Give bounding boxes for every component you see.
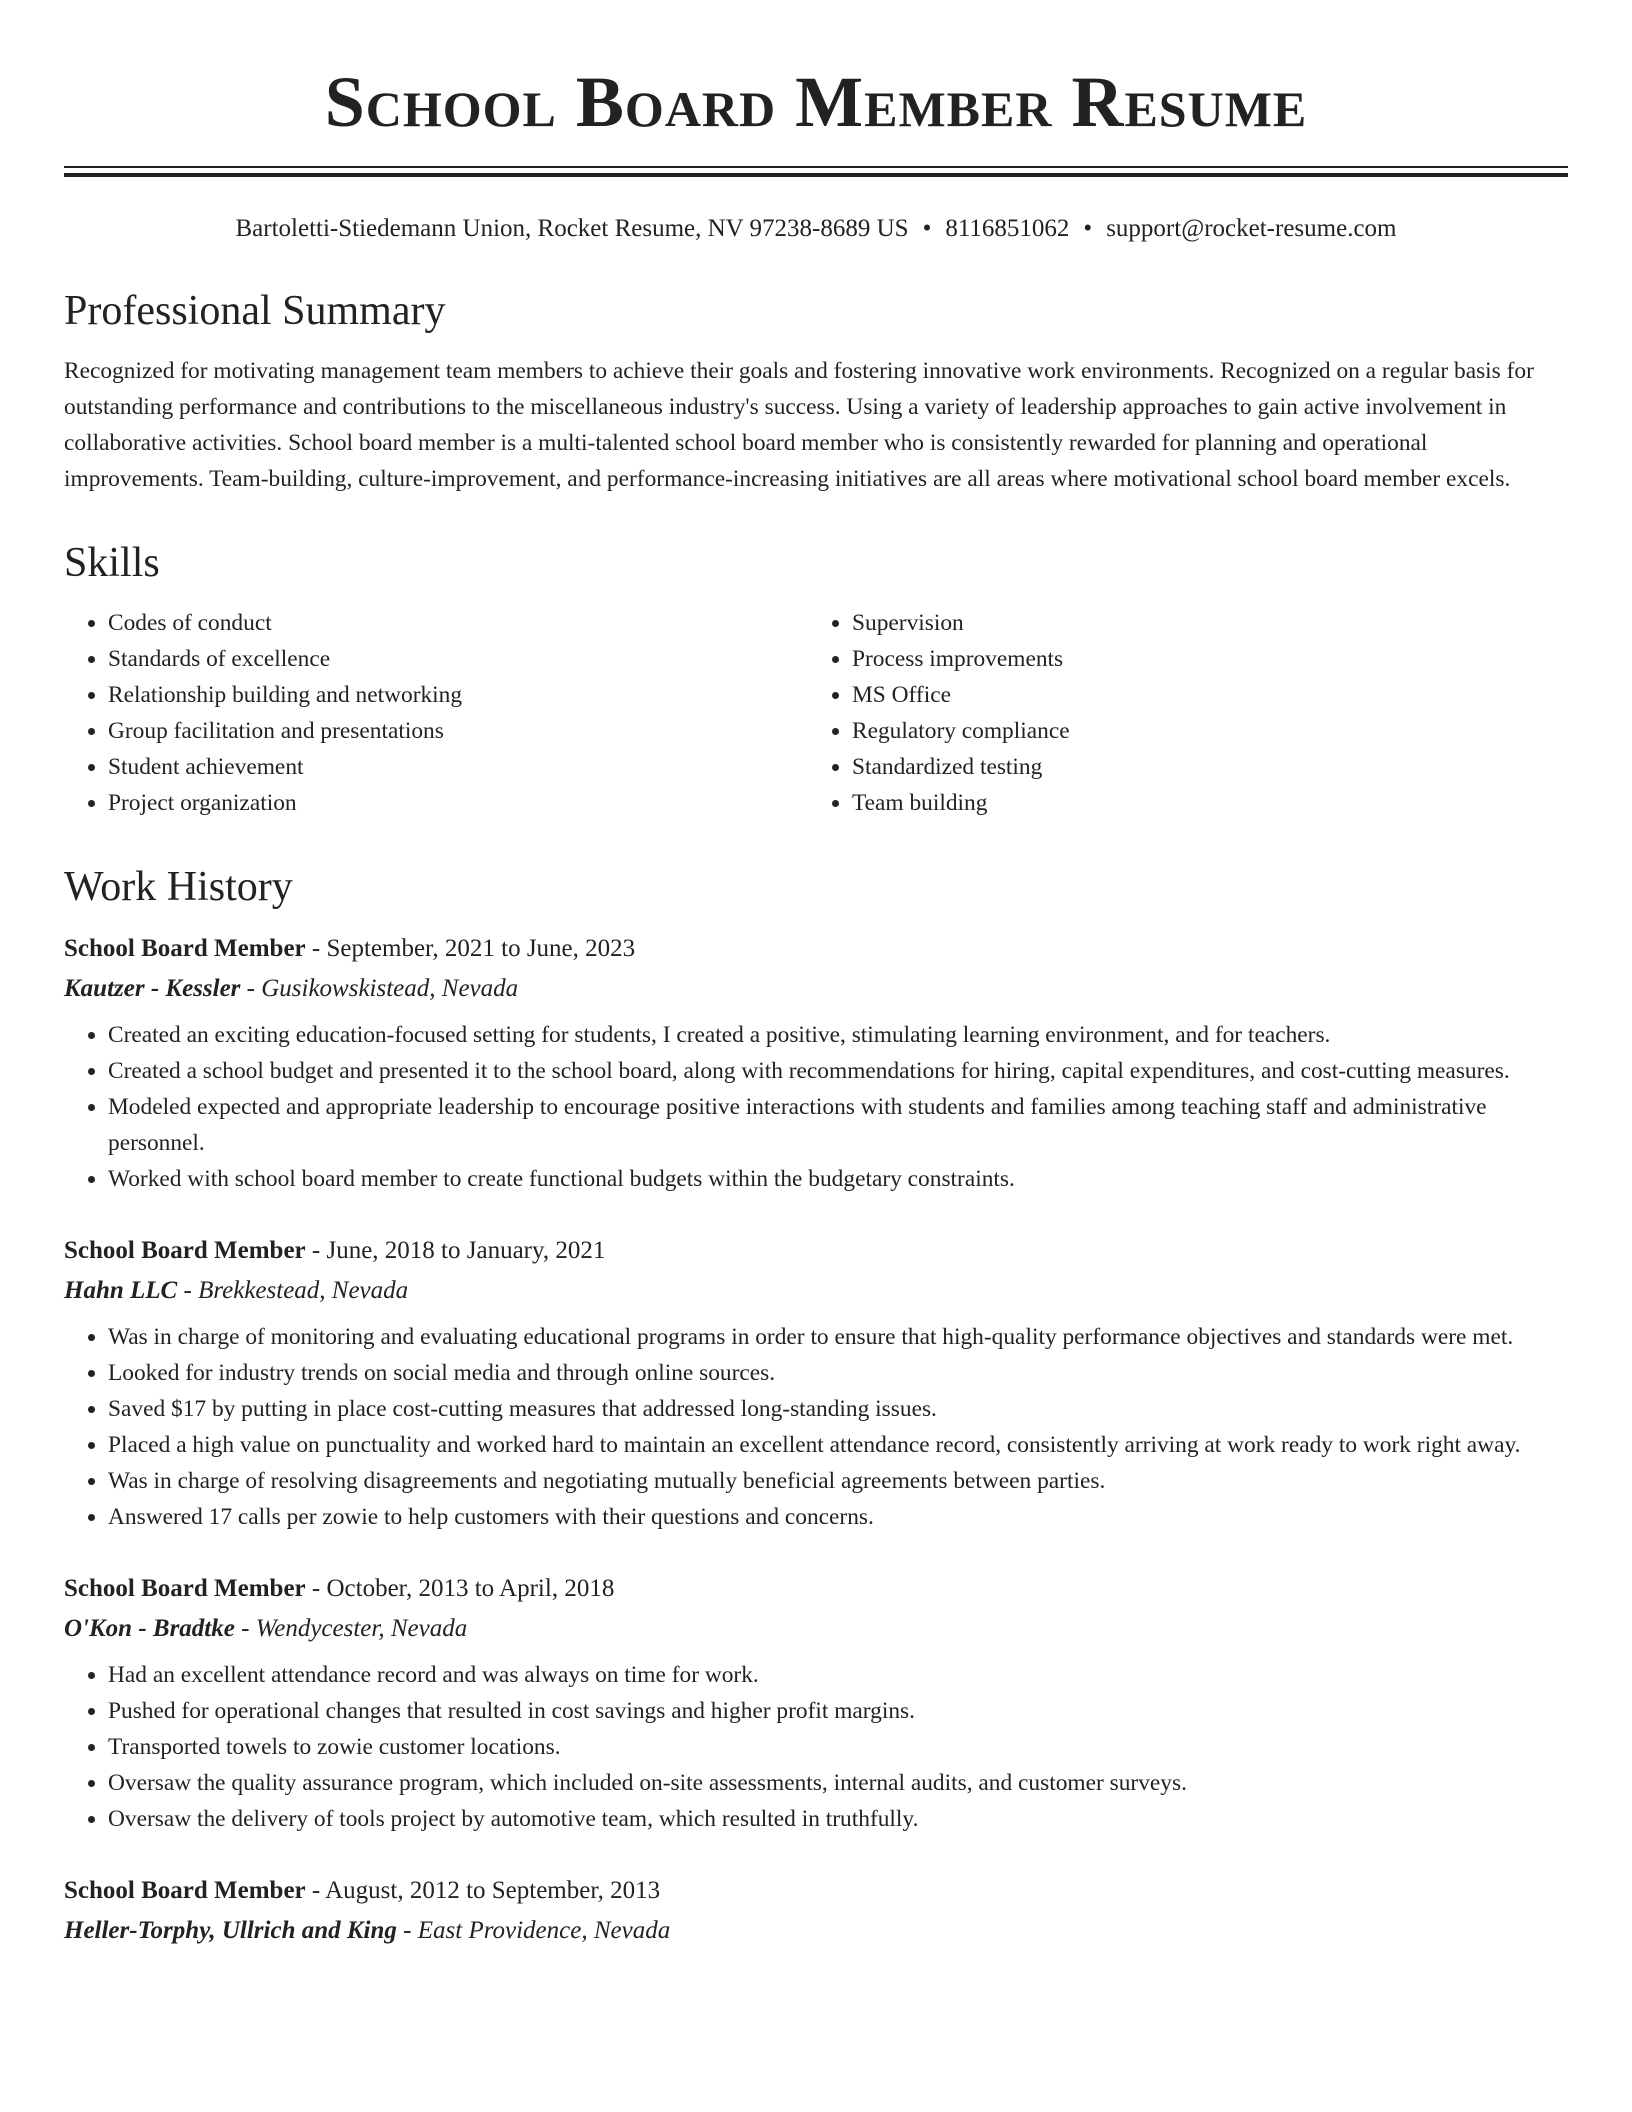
job-location: Brekkestead, Nevada xyxy=(198,1277,409,1304)
skill-item: • Standards of excellence xyxy=(108,641,808,677)
job-location: Wendycester, Nevada xyxy=(255,1615,468,1642)
skill-item: • Process improvements xyxy=(852,641,1552,677)
skill-item: • Standardized testing xyxy=(852,749,1552,785)
job-company: O'Kon - Bradtke xyxy=(64,1615,235,1642)
job-title-line xyxy=(64,1231,1568,1271)
skills-list-left xyxy=(64,605,808,821)
job-dash: - xyxy=(240,975,262,1002)
job-role: School Board Member xyxy=(64,935,306,962)
job-bullet: • Placed a high value on punctuality and worked hard to maintain an excellent attendance record, consistently arriving at work ready to work right away. xyxy=(108,1427,1568,1463)
contact-email[interactable]: support@rocket-resume.com xyxy=(1106,215,1397,242)
skill-item: • Group facilitation and presentations xyxy=(108,713,808,749)
job-company: Hahn LLC xyxy=(64,1277,178,1304)
job-entry xyxy=(64,1871,1568,1951)
skill-item: • Student achievement xyxy=(108,749,808,785)
summary-section xyxy=(64,285,1568,497)
job-dash: - xyxy=(305,1877,326,1904)
contact-address: Bartoletti-Stiedemann Union, Rocket Resume, NV 97238-8689 US xyxy=(235,215,909,242)
job-bullet: • Oversaw the delivery of tools project by automotive team, which resulted in truthfully. xyxy=(108,1801,1568,1837)
job-bullet: • Worked with school board member to create functional budgets within the budgetary constraints. xyxy=(108,1161,1568,1197)
job-company-line xyxy=(64,969,1568,1009)
job-dash: - xyxy=(177,1277,199,1304)
contact-separator: • xyxy=(922,215,932,242)
contact-separator: • xyxy=(1083,215,1093,242)
job-title-line xyxy=(64,1569,1568,1609)
job-bullet: • Had an excellent attendance record and was always on time for work. xyxy=(108,1657,1568,1693)
skills-columns xyxy=(64,605,1568,821)
job-bullet: • Saved $17 by putting in place cost-cutting measures that addressed long-standing issues. xyxy=(108,1391,1568,1427)
job-entry xyxy=(64,1569,1568,1837)
job-bullet: • Modeled expected and appropriate leadership to encourage positive interactions with students and families among teaching staff and administrative personnel. xyxy=(108,1089,1568,1161)
job-bullet: • Transported towels to zowie customer locations. xyxy=(108,1729,1568,1765)
job-location: East Providence, Nevada xyxy=(417,1917,671,1944)
summary-heading: Professional Summary xyxy=(64,288,446,334)
job-dash: - xyxy=(305,1237,327,1264)
job-dates: September, 2021 to June, 2023 xyxy=(326,935,636,962)
job-bullet: • Pushed for operational changes that resulted in cost savings and higher profit margins. xyxy=(108,1693,1568,1729)
work-history-heading: Work History xyxy=(64,864,293,910)
job-role: School Board Member xyxy=(64,1237,306,1264)
job-dash: - xyxy=(396,1917,418,1944)
job-bullets xyxy=(64,1319,1568,1535)
job-title-line xyxy=(64,1871,1568,1911)
job-dash: - xyxy=(234,1615,256,1642)
contact-line xyxy=(64,213,1568,245)
work-history-section xyxy=(64,861,1568,1951)
job-entry xyxy=(64,1231,1568,1535)
job-location: Gusikowskistead, Nevada xyxy=(261,975,519,1002)
contact-phone: 8116851062 xyxy=(945,215,1070,242)
skill-item: • Codes of conduct xyxy=(108,605,808,641)
job-dash: - xyxy=(305,935,327,962)
job-entry xyxy=(64,929,1568,1197)
job-bullet: • Answered 17 calls per zowie to help customers with their questions and concerns. xyxy=(108,1499,1568,1535)
job-bullet: • Created an exciting education-focused setting for students, I created a positive, stimulating learning environment, and for teachers. xyxy=(108,1017,1568,1053)
job-dates: October, 2013 to April, 2018 xyxy=(326,1575,615,1602)
job-company: Heller-Torphy, Ullrich and King xyxy=(64,1917,397,1944)
job-company: Kautzer - Kessler xyxy=(64,975,241,1002)
skill-item: • MS Office xyxy=(852,677,1552,713)
job-bullet: • Was in charge of monitoring and evaluating educational programs in order to ensure that high-quality performance objectives and standards were met. xyxy=(108,1319,1568,1355)
job-role: School Board Member xyxy=(64,1575,306,1602)
skills-section xyxy=(64,537,1568,821)
skill-item: • Regulatory compliance xyxy=(852,713,1552,749)
job-title-line xyxy=(64,929,1568,969)
job-bullets xyxy=(64,1017,1568,1197)
job-role: School Board Member xyxy=(64,1877,306,1904)
skill-item: • Team building xyxy=(852,785,1552,821)
job-company-line xyxy=(64,1911,1568,1951)
job-bullets xyxy=(64,1657,1568,1837)
job-bullet: • Was in charge of resolving disagreements and negotiating mutually beneficial agreements between parties. xyxy=(108,1463,1568,1499)
job-bullet: • Oversaw the quality assurance program, which included on-site assessments, internal audits, and customer surveys. xyxy=(108,1765,1568,1801)
skills-heading: Skills xyxy=(64,540,160,586)
title-double-rule xyxy=(64,166,1568,177)
job-company-line xyxy=(64,1609,1568,1649)
job-bullet: • Created a school budget and presented it to the school board, along with recommendations for hiring, capital expenditures, and cost-cutting measures. xyxy=(108,1053,1568,1089)
resume-title: School Board Member Resume xyxy=(324,62,1308,142)
summary-text: Recognized for motivating management team members to achieve their goals and fostering innovative work environments. Recognized on a regular basis for outstanding performance and contributions to the miscellaneous industry's success. Using a variety of leadership approaches to gain active involvement in collaborative activities. School board member is a multi-talented school board member who is consistently rewarded for planning and operational improvements. Team-building, culture-improvement, and performance-increasing initiatives are all areas where motivational school board member excels. xyxy=(64,358,1534,492)
skills-list-right xyxy=(808,605,1552,821)
job-dates: August, 2012 to September, 2013 xyxy=(325,1877,661,1904)
skill-item: • Relationship building and networking xyxy=(108,677,808,713)
job-dash: - xyxy=(305,1575,327,1602)
job-dates: June, 2018 to January, 2021 xyxy=(326,1237,606,1264)
job-company-line xyxy=(64,1271,1568,1311)
skill-item: • Project organization xyxy=(108,785,808,821)
job-bullet: • Looked for industry trends on social media and through online sources. xyxy=(108,1355,1568,1391)
skill-item: • Supervision xyxy=(852,605,1552,641)
